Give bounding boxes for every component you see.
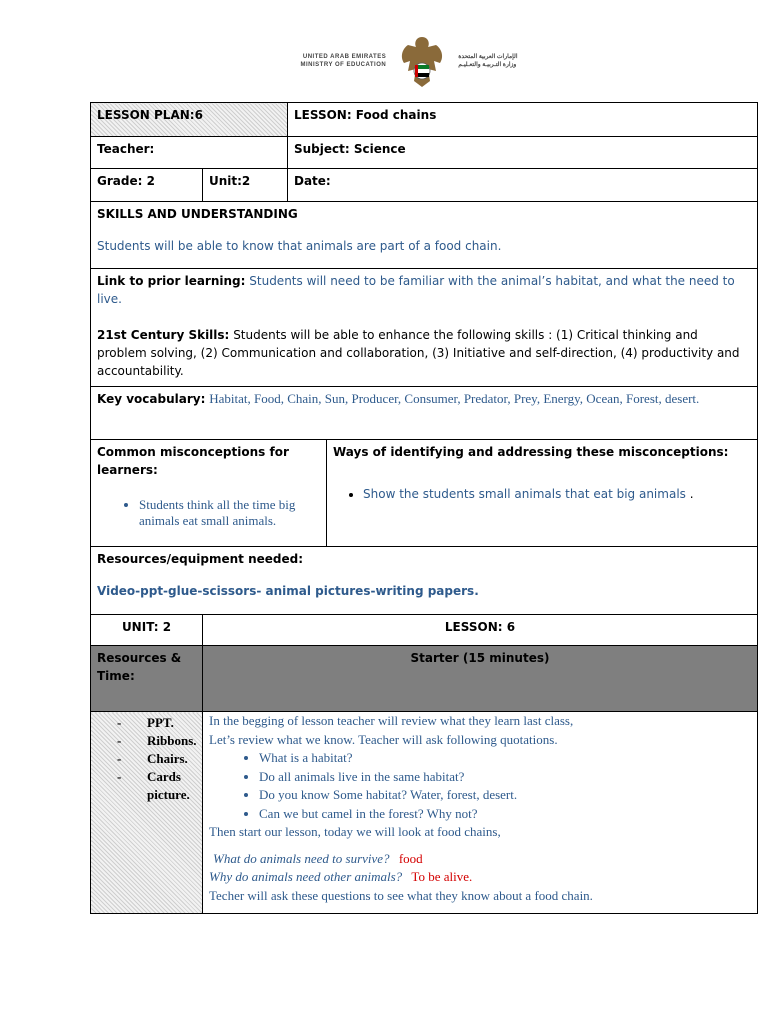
lesson-title: LESSON: Food chains <box>288 103 758 137</box>
row-prior-learning <box>91 269 758 387</box>
resource-item: - Chairs. <box>117 750 196 768</box>
date-field: Date: <box>288 169 758 202</box>
resources-heading: Resources/equipment needed: <box>97 552 304 566</box>
starter-question: • What is a habitat? <box>259 749 751 768</box>
addressing-list <box>333 485 751 503</box>
row-skills <box>91 202 758 269</box>
skills-text: Students will be able to know that animals are part of a food chain. <box>97 239 502 253</box>
logo-arabic-text <box>458 53 517 69</box>
starter-cell <box>203 712 758 914</box>
row-grade <box>91 169 758 202</box>
resources-text: Video-ppt-glue-scissors- animal pictures-writing papers. <box>97 584 479 598</box>
resource-items-cell <box>91 712 203 914</box>
row-lesson-plan <box>91 103 758 137</box>
starter-line4: Techer will ask these questions to see what they know about a food chain. <box>209 887 593 903</box>
logo-en-line1: UNITED ARAB EMIRATES <box>302 54 387 60</box>
starter-a2: To be alive. <box>411 869 473 884</box>
lesson-label: LESSON: 6 <box>203 615 758 646</box>
row-vocabulary <box>91 387 758 440</box>
row-starter-header <box>91 646 758 712</box>
starter-q2-row <box>209 868 751 887</box>
falcon-emblem-icon <box>394 31 450 91</box>
logo-ar-line1: الإمارات العربية المتحدة <box>458 54 518 60</box>
row-misconceptions <box>91 440 758 547</box>
starter-q1-row <box>209 850 751 869</box>
ministry-logo <box>283 30 535 92</box>
addressing-heading: Ways of identifying and addressing these misconceptions: <box>333 445 729 459</box>
addressing-item <box>363 485 751 503</box>
century-text: Students will be able to enhance the following skills : (1) Critical thinking and problem solving, (2) Communication and collaboration, (3) Initiative and self-direction, (4) productivity and accountability. <box>97 328 740 378</box>
vocabulary-cell <box>91 387 758 440</box>
starter-question: • Can we but camel in the forest? Why not? <box>259 805 751 824</box>
starter-question: • Do all animals live in the same habitat? <box>259 768 751 787</box>
addressing-cell <box>327 440 758 547</box>
misconceptions-list <box>97 497 320 529</box>
subject-field: Subject: Science <box>288 137 758 169</box>
century-label: 21st Century Skills: <box>97 328 230 342</box>
row-starter-body <box>91 712 758 914</box>
resources-cell <box>91 547 758 615</box>
starter-q2: Why do animals need other animals? <box>209 869 403 884</box>
prior-label: Link to prior learning: <box>97 274 246 288</box>
row-teacher <box>91 137 758 169</box>
skills-heading: SKILLS AND UNDERSTANDING <box>97 207 298 221</box>
unit-label: UNIT: 2 <box>91 615 203 646</box>
logo-en-line2: MINISTRY OF EDUCATION <box>300 62 387 68</box>
prior-learning <box>97 272 751 308</box>
vocab-label: Key vocabulary: <box>97 392 206 406</box>
prior-learning-cell <box>91 269 758 387</box>
addressing-item-end: . <box>689 487 694 501</box>
logo-ar-line2: وزارة التـربيـة والتعـليـم <box>458 62 517 68</box>
row-unit-lesson <box>91 615 758 646</box>
lesson-plan-number: LESSON PLAN:6 <box>91 103 288 137</box>
logo-english-text <box>301 53 387 69</box>
starter-questions <box>209 749 751 823</box>
row-resources <box>91 547 758 615</box>
unit-field: Unit:2 <box>203 169 288 202</box>
misconception-item: • Students think all the time big animals eat small animals. <box>139 497 320 529</box>
starter-a1: food <box>398 850 423 866</box>
starter-line1: In the begging of lesson teacher will review what they learn last class, <box>209 713 574 728</box>
vocab-text: Habitat, Food, Chain, Sun, Producer, Consumer, Predator, Prey, Energy, Ocean, Forest, desert. <box>209 391 700 406</box>
resource-items-list <box>97 714 196 804</box>
misconceptions-heading: Common misconceptions for learners: <box>97 445 289 477</box>
starter-line2: Let’s review what we know. Teacher will ask following quotations. <box>209 731 558 747</box>
starter-line3: Then start our lesson, today we will look at food chains, <box>209 824 501 839</box>
skills-cell <box>91 202 758 269</box>
prior-text: Students will need to be familiar with the animal’s habitat, and what the need to live. <box>97 274 735 306</box>
starter-question: • Do you know Some habitat? Water, forest, desert. <box>259 786 751 805</box>
starter-q1: What do animals need to survive? <box>213 850 390 866</box>
lesson-plan-table <box>90 102 758 914</box>
resources-time-header: Resources & Time: <box>91 646 203 712</box>
resource-item: - Ribbons. <box>117 732 196 750</box>
grade-field: Grade: 2 <box>91 169 203 202</box>
starter-header: Starter (15 minutes) <box>203 646 758 712</box>
teacher-field: Teacher: <box>91 137 288 169</box>
misconceptions-cell <box>91 440 327 547</box>
addressing-item-text: Show the students small animals that eat big animals <box>363 487 686 501</box>
century-skills <box>97 326 751 380</box>
resource-item: - Cards picture. <box>117 768 196 804</box>
resource-item: - PPT. <box>117 714 196 732</box>
